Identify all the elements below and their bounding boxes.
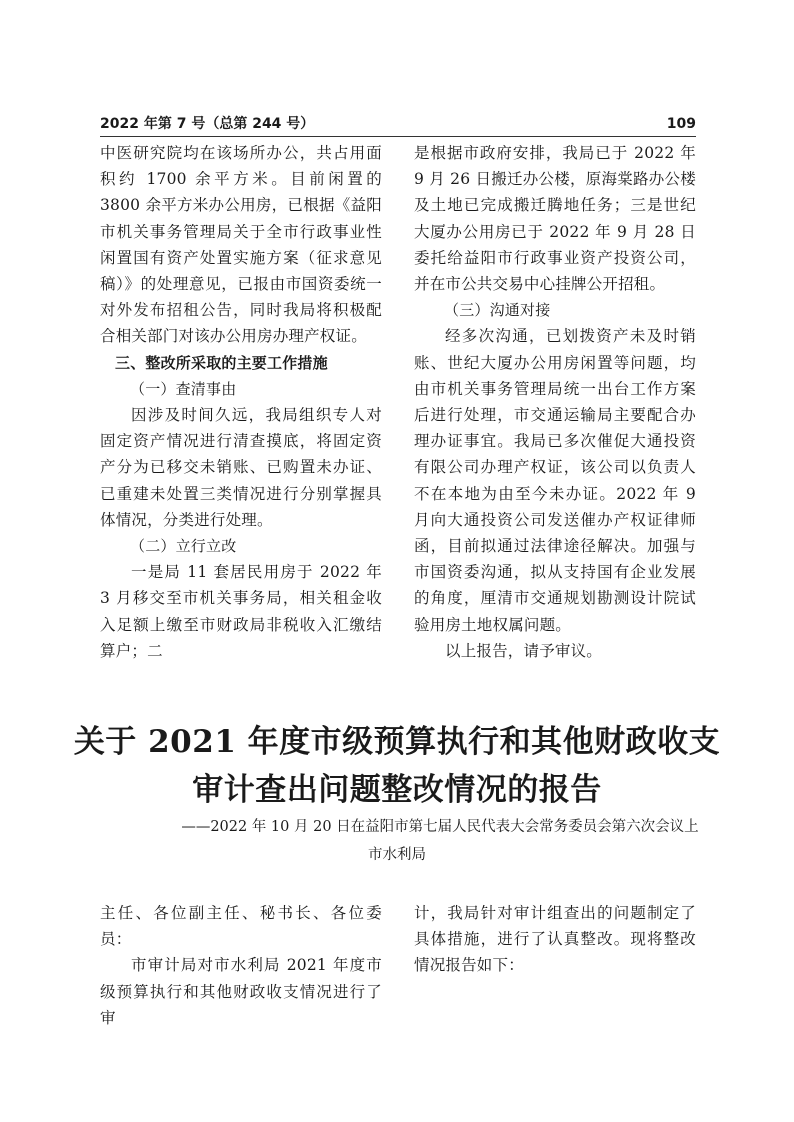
continued-paragraph: 计，我局针对审计组查出的问题制定了具体措施，进行了认真整改。现将整改情况报告如下：	[414, 904, 696, 975]
report-title	[60, 718, 734, 814]
report-title-line-1: 关于 2021 年度市级预算执行和其他财政收支	[73, 724, 721, 760]
left-column-bottom	[100, 900, 382, 1031]
paragraph: 经多次沟通，已划拨资产未及时销账、世纪大厦办公用房闲置等问题，均由市机关事务管理局统一出台工作方案后进行处理，市交通运输局主要配合办理办证事宜。我局已多次催促大通投资有限公司办理产权证，该公司以负责人不在本地为由至今未办证。2022 年 9 月向大通投资公司发送催办产权证律师函，目前拟通过法律途径解决。加强与市国资委沟通，拟从支持国有企业发展的角度，厘清市交通规划勘测设计院试验用房土地权属问题。	[414, 327, 696, 634]
right-column-bottom	[414, 900, 696, 979]
header-rule	[100, 136, 696, 137]
report-subtitle: ——2022 年 10 月 20 日在益阳市第七届人民代表大会常务委员会第六次会议上	[181, 819, 699, 835]
paragraph: 一是局 11 套居民用房于 2022 年 3 月移交至市机关事务局，相关租金收入足额上缴至市财政局非税收入汇缴结算户；二	[100, 563, 382, 660]
continued-paragraph: 是根据市政府安排，我局已于 2022 年 9 月 26 日搬迁办公楼，原海棠路办公楼及土地已完成搬迁腾地任务；三是世纪大厦办公用房已于 2022 年 9 月 28 日委托给益阳市行政事业资产投资公司，并在市公共交易中心挂牌公开招租。	[414, 144, 696, 294]
subsection-heading: （一）查清事由	[130, 379, 237, 398]
report-author: 市水利局	[368, 847, 426, 863]
left-column-top	[100, 140, 382, 664]
report-title-line-2: 审计查出问题整改情况的报告	[192, 772, 602, 808]
salutation: 主任、各位副主任、秘书长、各位委员：	[100, 904, 382, 949]
issue-label: 2022 年第 7 号（总第 244 号）	[100, 116, 315, 132]
paragraph: 市审计局对市水利局 2021 年度市级预算执行和其他财政收支情况进行了审	[100, 956, 382, 1027]
subsection-heading: （二）立行立改	[130, 537, 237, 556]
paragraph: 因涉及时间久远，我局组织专人对固定资产情况进行清查摸底，将固定资产分为已移交未销账、已购置未办证、已重建未处置三类情况进行分别掌握具体情况，分类进行处理。	[100, 406, 382, 529]
closing-paragraph: 以上报告，请予审议。	[445, 641, 603, 660]
page-number: 109	[666, 116, 696, 132]
continued-paragraph: 中医研究院均在该场所办公，共占用面积约 1700 余平方米。目前闲置的 3800 余平方米办公用房，已根据《益阳市机关事务管理局关于全市行政事业性闲置国有资产处置实施方案（征求意见稿）》的处理意见，已报由市国资委统一对外发布招租公告，同时我局将积极配合相关部门对该办公用房办理产权证。	[100, 144, 382, 346]
right-column-top	[414, 140, 696, 664]
subsection-heading: （三）沟通对接	[444, 301, 551, 320]
section-heading: 三、整改所采取的主要工作措施	[115, 353, 328, 372]
page-header	[100, 113, 696, 135]
